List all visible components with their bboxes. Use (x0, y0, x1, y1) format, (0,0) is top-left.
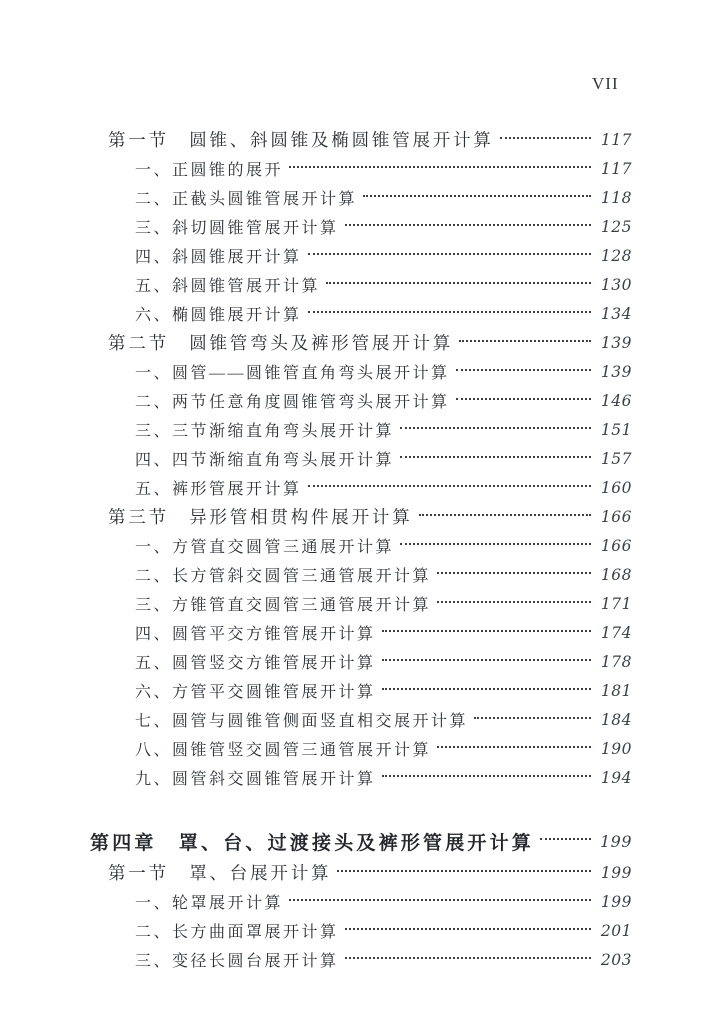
toc-entry-page-number: 125 (600, 217, 632, 236)
toc-entry-item (90, 676, 632, 705)
toc-entry-title: 第三节 异形管相贯构件展开计算 (108, 507, 413, 527)
toc-entry-page-number: 117 (600, 130, 632, 149)
toc-entry-item (90, 618, 632, 647)
toc-entry-title: 四、四节渐缩直角弯头展开计算 (135, 452, 395, 469)
toc-entry-page-number: 190 (600, 739, 632, 758)
toc-entry-item (90, 183, 632, 212)
toc-entry-item (90, 444, 632, 473)
toc-entry-page-number: 171 (600, 594, 632, 613)
toc-entry-page-number: 166 (600, 536, 632, 555)
toc-entry-item (90, 357, 632, 386)
toc-entry-page-number: 201 (600, 921, 632, 940)
toc-entry-title: 三、方锥管直交圆管三通管展开计算 (135, 597, 432, 614)
toc-entry-title: 三、变径长圆台展开计算 (135, 953, 339, 970)
toc-entry-page-number: 174 (600, 623, 632, 642)
toc-entry-title: 二、两节任意角度圆锥管弯头展开计算 (135, 394, 450, 411)
toc-entry-item (90, 154, 632, 183)
toc-entry-item (90, 763, 632, 792)
toc-entry-page-number: 199 (599, 831, 632, 851)
dot-leader (289, 899, 591, 901)
dot-leader (382, 688, 591, 690)
toc-entry-title: 四、斜圆锥展开计算 (135, 249, 302, 266)
toc-entry-page-number: 117 (600, 159, 632, 178)
toc-entry-item (90, 531, 632, 560)
toc-entry-title: 七、圆管与圆锥管侧面竖直相交展开计算 (135, 713, 469, 730)
toc-entry-page-number: 166 (600, 507, 632, 526)
toc-entry-title: 三、斜切圆锥管展开计算 (135, 220, 339, 237)
dot-leader (400, 543, 591, 545)
toc-entry-item (90, 647, 632, 676)
toc-entry-item (90, 473, 632, 502)
dot-leader (437, 572, 591, 574)
dot-leader (326, 282, 591, 284)
toc-entry-title: 一、方管直交圆管三通展开计算 (135, 539, 395, 556)
toc-entry-page-number: 134 (600, 304, 632, 323)
dot-leader (459, 340, 591, 342)
toc-entry-page-number: 184 (600, 710, 632, 729)
toc-entry-page-number: 118 (600, 188, 632, 207)
toc-entry-page-number: 128 (600, 246, 632, 265)
toc-entry-section (90, 858, 632, 887)
toc-entry-page-number: 178 (600, 652, 632, 671)
dot-leader (437, 601, 591, 603)
toc-entry-page-number: 146 (600, 391, 632, 410)
toc-list (90, 125, 632, 974)
toc-entry-item (90, 560, 632, 589)
toc-entry-item (90, 887, 632, 916)
toc-entry-page-number: 168 (600, 565, 632, 584)
dot-leader (308, 311, 591, 313)
dot-leader (382, 659, 591, 661)
dot-leader (419, 514, 592, 516)
toc-entry-page-number: 199 (600, 863, 632, 882)
toc-entry-section (90, 125, 632, 154)
dot-leader (289, 166, 591, 168)
toc-entry-title: 四、圆管平交方锥管展开计算 (135, 626, 376, 643)
toc-entry-item (90, 212, 632, 241)
toc-entry-title: 八、圆锥管竖交圆管三通管展开计算 (135, 742, 432, 759)
dot-leader (540, 838, 591, 840)
toc-entry-title: 一、圆管——圆锥管直角弯头展开计算 (135, 365, 450, 382)
toc-entry-item (90, 270, 632, 299)
toc-entry-item (90, 734, 632, 763)
toc-entry-page-number: 194 (600, 768, 632, 787)
toc-entry-title: 第一节 圆锥、斜圆锥及椭圆锥管展开计算 (108, 130, 494, 150)
toc-entry-title: 六、方管平交圆锥管展开计算 (135, 684, 376, 701)
toc-entry-page-number: 130 (600, 275, 632, 294)
dot-leader (437, 746, 591, 748)
toc-entry-page-number: 139 (600, 362, 632, 381)
dot-leader (400, 427, 591, 429)
dot-leader (400, 456, 591, 458)
toc-entry-section (90, 502, 632, 531)
dot-leader (337, 870, 591, 872)
dot-leader (363, 195, 591, 197)
toc-entry-title: 第一节 罩、台展开计算 (108, 863, 332, 883)
toc-entry-page-number: 160 (600, 478, 632, 497)
dot-leader (345, 224, 591, 226)
toc-entry-title: 五、圆管竖交方锥管展开计算 (135, 655, 376, 672)
dot-leader (345, 957, 591, 959)
toc-entry-item (90, 415, 632, 444)
dot-leader (474, 717, 591, 719)
toc-entry-item (90, 916, 632, 945)
dot-leader (456, 398, 591, 400)
toc-entry-page-number: 181 (600, 681, 632, 700)
toc-entry-title: 二、长方曲面罩展开计算 (135, 924, 339, 941)
toc-entry-title: 第四章 罩、台、过渡接头及裤形管展开计算 (90, 832, 535, 854)
toc-entry-title: 三、三节渐缩直角弯头展开计算 (135, 423, 395, 440)
toc-entry-title: 二、长方管斜交圆管三通管展开计算 (135, 568, 432, 585)
dot-leader (382, 630, 591, 632)
dot-leader (456, 369, 591, 371)
toc-entry-section (90, 328, 632, 357)
toc-entry-title: 第二节 圆锥管弯头及裤形管展开计算 (108, 333, 454, 353)
toc-entry-title: 一、正圆锥的展开 (135, 162, 284, 179)
toc-entry-item (90, 386, 632, 415)
toc-entry-item (90, 299, 632, 328)
toc-entry-item (90, 945, 632, 974)
dot-leader (382, 775, 591, 777)
toc-entry-chapter (90, 824, 632, 858)
page-number-roman: VII (592, 74, 619, 93)
dot-leader (308, 485, 591, 487)
dot-leader (308, 253, 591, 255)
dot-leader (345, 928, 591, 930)
toc-entry-title: 九、圆管斜交圆锥管展开计算 (135, 771, 376, 788)
toc-entry-page-number: 139 (600, 333, 632, 352)
toc-entry-title: 五、裤形管展开计算 (135, 481, 302, 498)
toc-entry-page-number: 151 (600, 420, 632, 439)
toc-entry-title: 二、正截头圆锥管展开计算 (135, 191, 358, 208)
toc-entry-page-number: 157 (600, 449, 632, 468)
toc-entry-item (90, 241, 632, 270)
toc-entry-item (90, 705, 632, 734)
toc-entry-item (90, 589, 632, 618)
toc-entry-title: 五、斜圆锥管展开计算 (135, 278, 321, 295)
toc-entry-title: 六、椭圆锥展开计算 (135, 307, 302, 324)
dot-leader (500, 137, 591, 139)
toc-entry-page-number: 199 (600, 892, 632, 911)
toc-entry-page-number: 203 (600, 950, 632, 969)
toc-entry-title: 一、轮罩展开计算 (135, 895, 284, 912)
